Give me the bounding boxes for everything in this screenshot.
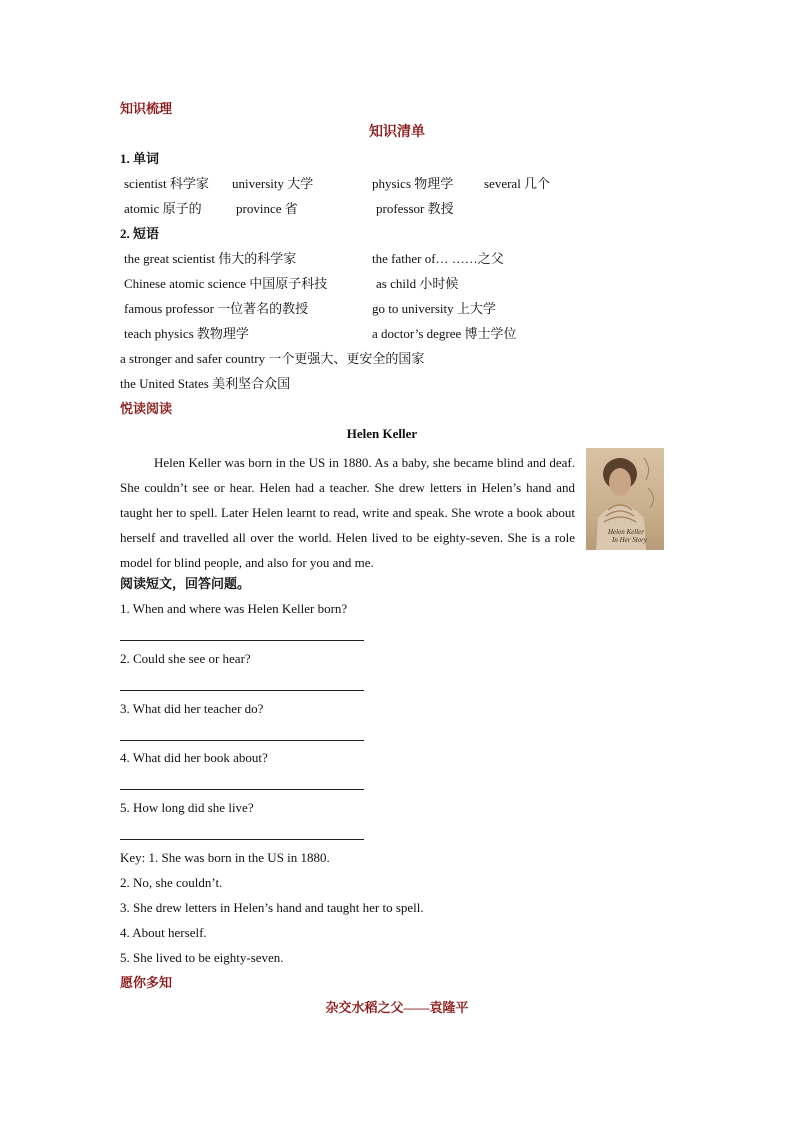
answer-line[interactable] bbox=[120, 839, 364, 840]
story-title: Helen Keller bbox=[346, 426, 418, 441]
question-item: 3. What did her teacher do? bbox=[120, 701, 264, 716]
phrases-heading: 2. 短语 bbox=[120, 226, 160, 241]
section-heading-reading: 悦读阅读 bbox=[120, 401, 173, 416]
question-item: 1. When and where was Helen Keller born? bbox=[120, 601, 348, 616]
word-item: atomic 原子的 bbox=[124, 201, 202, 216]
phrase-item: the great scientist 伟大的科学家 bbox=[124, 251, 297, 266]
word-item: province 省 bbox=[236, 201, 298, 216]
answer-line[interactable] bbox=[120, 690, 364, 691]
story-paragraph: Helen Keller was born in the US in 1880. As a baby, she became blind and deaf. She couldn’t see or hear. Helen had a teacher. She drew letters in Helen’s hand and taught her to spell. Later Helen learnt to read, write and speak. She wrote a book about herself and travelled all over the world. Helen lived to be eighty-seven. She is a role model for blind people, and also for you and me. bbox=[120, 455, 575, 570]
phrase-item: famous professor 一位著名的教授 bbox=[124, 301, 309, 316]
answer-line[interactable] bbox=[120, 640, 364, 641]
page-title: 知识清单 bbox=[369, 125, 425, 140]
phrase-item: a doctor’s degree 博士学位 bbox=[372, 326, 517, 341]
section-heading-more: 愿你多知 bbox=[120, 975, 173, 990]
phrase-item: the father of… ……之父 bbox=[372, 251, 504, 266]
question-item: 5. How long did she live? bbox=[120, 800, 254, 815]
section-heading-knowledge: 知识梳理 bbox=[120, 101, 173, 116]
final-title: 杂交水稻之父——袁隆平 bbox=[325, 1000, 469, 1015]
photo-caption: In Her Story bbox=[612, 536, 647, 544]
word-item: several 几个 bbox=[484, 176, 551, 191]
word-item: scientist 科学家 bbox=[124, 176, 209, 191]
answer-key-line: 4. About herself. bbox=[120, 925, 207, 940]
answer-line[interactable] bbox=[120, 740, 364, 741]
word-item: university 大学 bbox=[232, 176, 314, 191]
word-item: physics 物理学 bbox=[372, 176, 454, 191]
answer-key-line: 3. She drew letters in Helen’s hand and taught her to spell. bbox=[120, 900, 424, 915]
question-item: 2. Could she see or hear? bbox=[120, 651, 251, 666]
phrase-item: Chinese atomic science 中国原子科技 bbox=[124, 276, 328, 291]
word-item: professor 教授 bbox=[376, 201, 454, 216]
answer-key-line: 5. She lived to be eighty-seven. bbox=[120, 950, 284, 965]
photo-caption: Helen Keller bbox=[608, 528, 644, 536]
phrase-item: teach physics 教物理学 bbox=[124, 326, 249, 341]
questions-instruction: 阅读短文，回答问题。 bbox=[120, 576, 251, 591]
words-heading: 1. 单词 bbox=[120, 151, 160, 166]
helen-keller-photo bbox=[586, 448, 664, 550]
question-item: 4. What did her book about? bbox=[120, 750, 268, 765]
phrase-item: as child 小时候 bbox=[376, 276, 459, 291]
answer-key-line: Key: 1. She was born in the US in 1880. bbox=[120, 850, 330, 865]
answer-key-line: 2. No, she couldn’t. bbox=[120, 875, 223, 890]
phrase-item: the United States 美利坚合众国 bbox=[120, 376, 291, 391]
phrase-item: a stronger and safer country 一个更强大、更安全的国家 bbox=[120, 351, 425, 366]
answer-line[interactable] bbox=[120, 789, 364, 790]
phrase-item: go to university 上大学 bbox=[372, 301, 496, 316]
